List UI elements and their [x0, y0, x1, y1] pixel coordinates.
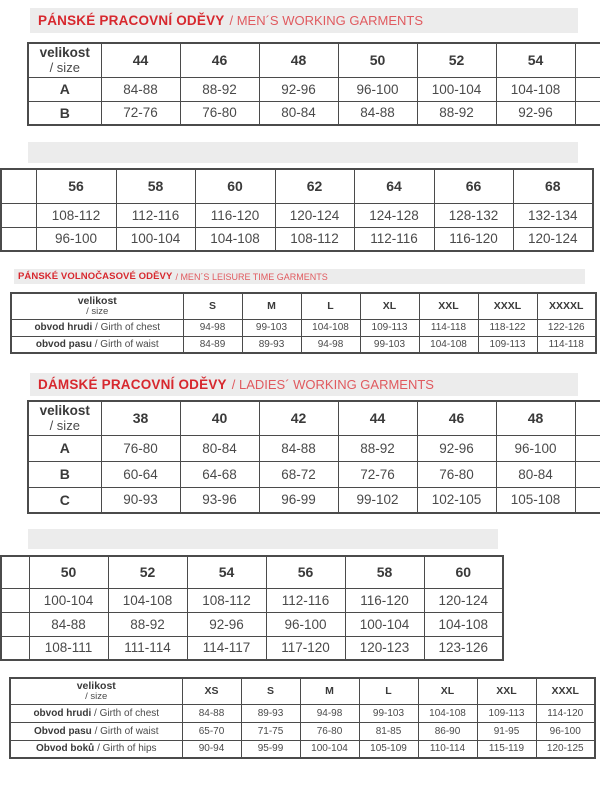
cutoff-column-cell: [575, 487, 600, 513]
size-header-cell: 50: [29, 556, 108, 588]
measurement-range-cell: 120-123: [345, 636, 424, 660]
size-header-cell: 56: [36, 169, 116, 203]
size-header-cell: 54: [496, 43, 575, 77]
measurement-range-cell: 94-98: [183, 319, 242, 336]
measurement-range-cell: 104-108: [419, 336, 478, 353]
measurement-range-cell: 109-113: [478, 336, 537, 353]
cutoff-column-cell: [1, 203, 36, 227]
measurement-range-cell: 100-104: [345, 612, 424, 636]
cutoff-column-cell: [1, 588, 29, 612]
gray-divider-band: [28, 142, 578, 163]
size-header-cell: 62: [275, 169, 354, 203]
measurement-range-cell: 92-96: [259, 77, 338, 101]
measurement-range-cell: 92-96: [417, 435, 496, 461]
size-header-cell: XXXL: [536, 678, 595, 704]
row-label-cell: B: [28, 101, 101, 125]
row-label-cell: obvod hrudi / Girth of chest: [10, 704, 182, 722]
measurement-range-cell: 96-100: [496, 435, 575, 461]
size-table: [27, 400, 600, 514]
measurement-range-cell: 114-118: [537, 336, 596, 353]
measurement-range-cell: 99-103: [360, 336, 419, 353]
measurement-range-cell: 92-96: [496, 101, 575, 125]
measurement-range-cell: 80-84: [259, 101, 338, 125]
measurement-range-cell: 123-126: [424, 636, 503, 660]
row-label-cell: B: [28, 461, 101, 487]
measurement-range-cell: 104-108: [108, 588, 187, 612]
measurement-range-cell: 72-76: [338, 461, 417, 487]
size-corner-cell: velikost / size: [28, 43, 101, 77]
cutoff-column-cell: [575, 401, 600, 435]
measurement-range-cell: 108-112: [275, 227, 354, 251]
measurement-range-cell: 90-94: [182, 740, 241, 758]
size-header-cell: 64: [354, 169, 434, 203]
measurement-range-cell: 104-108: [195, 227, 275, 251]
measurement-range-cell: 88-92: [108, 612, 187, 636]
cutoff-column-cell: [575, 435, 600, 461]
size-header-cell: 58: [116, 169, 195, 203]
measurement-range-cell: 71-75: [241, 722, 300, 740]
measurement-range-cell: 96-99: [259, 487, 338, 513]
size-table: [9, 677, 596, 759]
size-header-cell: 44: [338, 401, 417, 435]
title-english: / MEN´S LEISURE TIME GARMENTS: [175, 271, 328, 282]
cutoff-column-cell: [575, 43, 600, 77]
section-title-mens-leisure: [14, 269, 585, 284]
cutoff-column-cell: [1, 612, 29, 636]
measurement-range-cell: 100-104: [417, 77, 496, 101]
measurement-range-cell: 114-117: [187, 636, 266, 660]
measurement-range-cell: 84-88: [259, 435, 338, 461]
size-header-cell: XS: [182, 678, 241, 704]
measurement-range-cell: 93-96: [180, 487, 259, 513]
measurement-range-cell: 104-108: [418, 704, 477, 722]
measurement-range-cell: 96-100: [338, 77, 417, 101]
row-label-cell: A: [28, 77, 101, 101]
size-header-cell: S: [183, 293, 242, 319]
measurement-range-cell: 104-108: [496, 77, 575, 101]
size-header-cell: 48: [259, 43, 338, 77]
size-header-cell: XL: [418, 678, 477, 704]
size-header-cell: 46: [417, 401, 496, 435]
size-header-cell: XXXL: [478, 293, 537, 319]
measurement-range-cell: 114-120: [536, 704, 595, 722]
measurement-range-cell: 99-102: [338, 487, 417, 513]
measurement-range-cell: 100-104: [116, 227, 195, 251]
measurement-range-cell: 95-99: [241, 740, 300, 758]
size-header-cell: L: [301, 293, 360, 319]
mens-leisure-girth-table: [10, 292, 598, 362]
measurement-range-cell: 94-98: [300, 704, 359, 722]
ladies-girth-table: [9, 677, 598, 768]
title-czech: PÁNSKÉ VOLNOČASOVÉ ODĚVY: [18, 271, 173, 282]
section-title-mens-working: [30, 8, 578, 33]
row-label-cell: C: [28, 487, 101, 513]
size-header-cell: L: [359, 678, 418, 704]
measurement-range-cell: 65-70: [182, 722, 241, 740]
measurement-range-cell: 124-128: [354, 203, 434, 227]
cutoff-column-cell: [575, 77, 600, 101]
measurement-range-cell: 86-90: [418, 722, 477, 740]
ladies-working-sizes-table-50-60: [0, 555, 506, 670]
size-table: [0, 555, 504, 661]
measurement-range-cell: 84-88: [338, 101, 417, 125]
ladies-working-sizes-table-38-48: [27, 400, 600, 522]
measurement-range-cell: 96-100: [36, 227, 116, 251]
size-header-cell: 56: [266, 556, 345, 588]
measurement-range-cell: 76-80: [180, 101, 259, 125]
measurement-range-cell: 84-88: [182, 704, 241, 722]
measurement-range-cell: 80-84: [496, 461, 575, 487]
size-header-cell: 46: [180, 43, 259, 77]
measurement-range-cell: 105-108: [496, 487, 575, 513]
size-table: [0, 168, 594, 252]
measurement-range-cell: 108-111: [29, 636, 108, 660]
size-header-cell: XXL: [477, 678, 536, 704]
cutoff-column-cell: [1, 556, 29, 588]
size-header-cell: 40: [180, 401, 259, 435]
measurement-range-cell: 94-98: [301, 336, 360, 353]
measurement-range-cell: 104-108: [301, 319, 360, 336]
measurement-range-cell: 122-126: [537, 319, 596, 336]
measurement-range-cell: 64-68: [180, 461, 259, 487]
measurement-range-cell: 105-109: [359, 740, 418, 758]
cutoff-column-cell: [1, 636, 29, 660]
size-header-cell: 50: [338, 43, 417, 77]
measurement-range-cell: 80-84: [180, 435, 259, 461]
measurement-range-cell: 96-100: [266, 612, 345, 636]
mens-working-sizes-table-56-68: [0, 168, 596, 262]
measurement-range-cell: 111-114: [108, 636, 187, 660]
measurement-range-cell: 100-104: [300, 740, 359, 758]
size-header-cell: 68: [513, 169, 593, 203]
measurement-range-cell: 116-120: [345, 588, 424, 612]
row-label-cell: obvod pasu / Girth of waist: [11, 336, 183, 353]
size-header-cell: M: [242, 293, 301, 319]
mens-working-sizes-table-44-54: [27, 42, 600, 136]
size-header-cell: 60: [424, 556, 503, 588]
measurement-range-cell: 92-96: [187, 612, 266, 636]
size-header-cell: 52: [417, 43, 496, 77]
measurement-range-cell: 108-112: [36, 203, 116, 227]
cutoff-column-cell: [575, 461, 600, 487]
measurement-range-cell: 96-100: [536, 722, 595, 740]
measurement-range-cell: 128-132: [434, 203, 513, 227]
measurement-range-cell: 120-124: [275, 203, 354, 227]
size-header-cell: 58: [345, 556, 424, 588]
size-header-cell: S: [241, 678, 300, 704]
measurement-range-cell: 104-108: [424, 612, 503, 636]
measurement-range-cell: 88-92: [417, 101, 496, 125]
measurement-range-cell: 115-119: [477, 740, 536, 758]
measurement-range-cell: 88-92: [180, 77, 259, 101]
measurement-range-cell: 114-118: [419, 319, 478, 336]
size-table: [10, 292, 597, 354]
title-english: / MEN´S WORKING GARMENTS: [229, 13, 424, 28]
measurement-range-cell: 112-116: [266, 588, 345, 612]
measurement-range-cell: 116-120: [434, 227, 513, 251]
measurement-range-cell: 110-114: [418, 740, 477, 758]
measurement-range-cell: 72-76: [101, 101, 180, 125]
measurement-range-cell: 76-80: [300, 722, 359, 740]
measurement-range-cell: 60-64: [101, 461, 180, 487]
size-header-cell: 60: [195, 169, 275, 203]
measurement-range-cell: 132-134: [513, 203, 593, 227]
row-label-cell: A: [28, 435, 101, 461]
measurement-range-cell: 88-92: [338, 435, 417, 461]
size-corner-cell: velikost / size: [28, 401, 101, 435]
measurement-range-cell: 112-116: [116, 203, 195, 227]
size-header-cell: 48: [496, 401, 575, 435]
title-czech: DÁMSKÉ PRACOVNÍ ODĚVY: [38, 377, 227, 392]
size-header-cell: 54: [187, 556, 266, 588]
row-label-cell: Obvod boků / Girth of hips: [10, 740, 182, 758]
measurement-range-cell: 120-125: [536, 740, 595, 758]
size-header-cell: M: [300, 678, 359, 704]
measurement-range-cell: 90-93: [101, 487, 180, 513]
size-header-cell: 44: [101, 43, 180, 77]
measurement-range-cell: 120-124: [424, 588, 503, 612]
measurement-range-cell: 68-72: [259, 461, 338, 487]
measurement-range-cell: 81-85: [359, 722, 418, 740]
title-czech: PÁNSKÉ PRACOVNÍ ODĚVY: [38, 13, 225, 28]
measurement-range-cell: 76-80: [417, 461, 496, 487]
measurement-range-cell: 84-89: [183, 336, 242, 353]
measurement-range-cell: 84-88: [29, 612, 108, 636]
measurement-range-cell: 109-113: [360, 319, 419, 336]
size-header-cell: 38: [101, 401, 180, 435]
title-english: / LADIES´ WORKING GARMENTS: [231, 377, 434, 392]
measurement-range-cell: 89-93: [241, 704, 300, 722]
measurement-range-cell: 120-124: [513, 227, 593, 251]
measurement-range-cell: 76-80: [101, 435, 180, 461]
size-header-cell: 66: [434, 169, 513, 203]
measurement-range-cell: 91-95: [477, 722, 536, 740]
measurement-range-cell: 109-113: [477, 704, 536, 722]
size-corner-cell: velikost / size: [10, 678, 182, 704]
row-label-cell: obvod hrudi / Girth of chest: [11, 319, 183, 336]
size-header-cell: 42: [259, 401, 338, 435]
measurement-range-cell: 100-104: [29, 588, 108, 612]
size-header-cell: XXXXL: [537, 293, 596, 319]
cutoff-column-cell: [1, 169, 36, 203]
row-label-cell: Obvod pasu / Girth of waist: [10, 722, 182, 740]
measurement-range-cell: 99-103: [359, 704, 418, 722]
size-corner-cell: velikost / size: [11, 293, 183, 319]
size-table: [27, 42, 600, 126]
measurement-range-cell: 112-116: [354, 227, 434, 251]
measurement-range-cell: 118-122: [478, 319, 537, 336]
measurement-range-cell: 89-93: [242, 336, 301, 353]
size-header-cell: 52: [108, 556, 187, 588]
section-title-ladies-working: [30, 373, 578, 396]
measurement-range-cell: 102-105: [417, 487, 496, 513]
measurement-range-cell: 117-120: [266, 636, 345, 660]
cutoff-column-cell: [575, 101, 600, 125]
measurement-range-cell: 99-103: [242, 319, 301, 336]
size-header-cell: XL: [360, 293, 419, 319]
cutoff-column-cell: [1, 227, 36, 251]
measurement-range-cell: 116-120: [195, 203, 275, 227]
measurement-range-cell: 84-88: [101, 77, 180, 101]
measurement-range-cell: 108-112: [187, 588, 266, 612]
gray-divider-band: [28, 529, 498, 549]
size-header-cell: XXL: [419, 293, 478, 319]
